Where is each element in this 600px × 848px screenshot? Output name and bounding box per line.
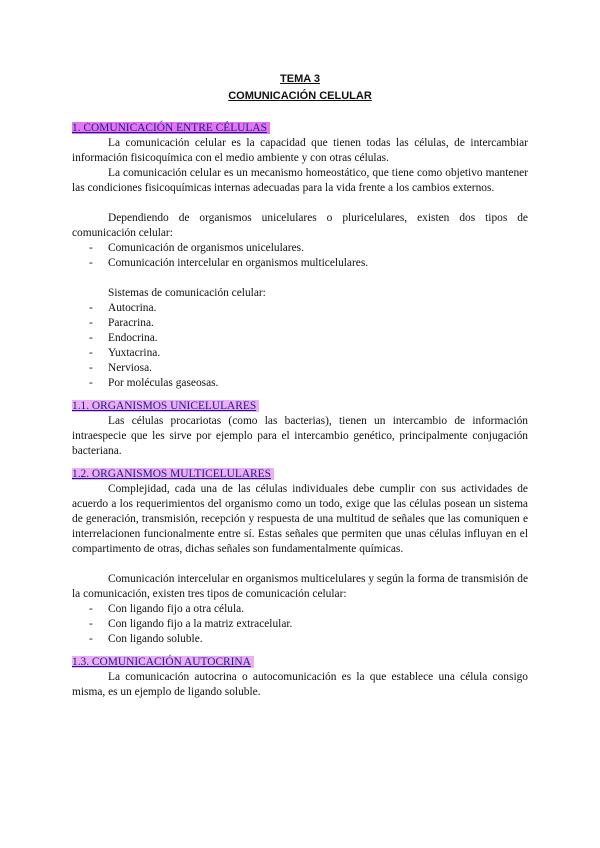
list-item: - Endocrina. [89, 332, 158, 344]
list-item: - Con ligando soluble. [89, 633, 203, 645]
list-item: - Nerviosa. [89, 362, 152, 374]
document-body [72, 121, 528, 700]
section-heading-1-3: 1.3. COMUNICACIÓN AUTOCRINA [72, 655, 528, 670]
paragraph: Comunicación intercelular en organismos multicelulares y según la forma de transmisión de la comunicación, existen tres tipos de comunicación celular: [72, 573, 528, 600]
paragraph: La comunicación celular es un mecanismo homeostático, que tiene como objetivo mantener las condiciones fisicoquímicas internas adecuadas para la vida frente a los cambios externos. [72, 167, 528, 194]
list-item: - Paracrina. [89, 317, 154, 329]
document-title-block [0, 71, 600, 105]
section-heading-1-2: 1.2. ORGANISMOS MULTICELULARES [72, 467, 528, 482]
communication-types-list [72, 241, 528, 271]
tema-subtitle: COMUNICACIÓN CELULAR [228, 90, 372, 102]
communication-systems-list [72, 301, 528, 391]
list-item: - Yuxtacrina. [89, 347, 161, 359]
tema-title: TEMA 3 [280, 73, 320, 85]
ligand-types-list [72, 602, 528, 647]
list-item: - Autocrina. [89, 302, 157, 314]
paragraph: Dependiendo de organismos unicelulares o pluricelulares, existen dos tipos de comunicación celular: [72, 212, 528, 239]
paragraph: Sistemas de comunicación celular: [108, 287, 266, 299]
paragraph: Las células procariotas (como las bacterias), tienen un intercambio de información intraespecie que les sirve por ejemplo para el intercambio genético, principalmente conjugación bacteriana. [72, 415, 528, 457]
list-item: - Con ligando fijo a la matriz extracelular. [89, 618, 293, 630]
paragraph: La comunicación celular es la capacidad que tienen todas las células, de intercambiar información fisicoquímica con el medio ambiente y con otras células. [72, 137, 528, 164]
list-item: - Comunicación intercelular en organismos multicelulares. [89, 257, 369, 269]
list-item: - Comunicación de organismos unicelulares. [89, 242, 304, 254]
paragraph: Complejidad, cada una de las células individuales debe cumplir con sus actividades de acuerdo a los requerimientos del organismo como un todo, exige que las células posean un sistema de generación, transmisión, recepción y respuesta de una multitud de señales que las comuniquen e interrelacionen funcionalmente entre sí. Estas señales que permiten que unas células influyan en el compartimento de otras, dichas señales son fundamentalmente químicas. [72, 483, 528, 555]
section-heading-1-1: 1.1. ORGANISMOS UNICELULARES [72, 399, 528, 414]
list-item: - Por moléculas gaseosas. [89, 377, 219, 389]
section-heading-1: 1. COMUNICACIÓN ENTRE CÉLULAS [72, 121, 528, 136]
paragraph: La comunicación autocrina o autocomunicación es la que establece una célula consigo misma, es un ejemplo de ligando soluble. [72, 671, 528, 698]
list-item: - Con ligando fijo a otra célula. [89, 603, 245, 615]
